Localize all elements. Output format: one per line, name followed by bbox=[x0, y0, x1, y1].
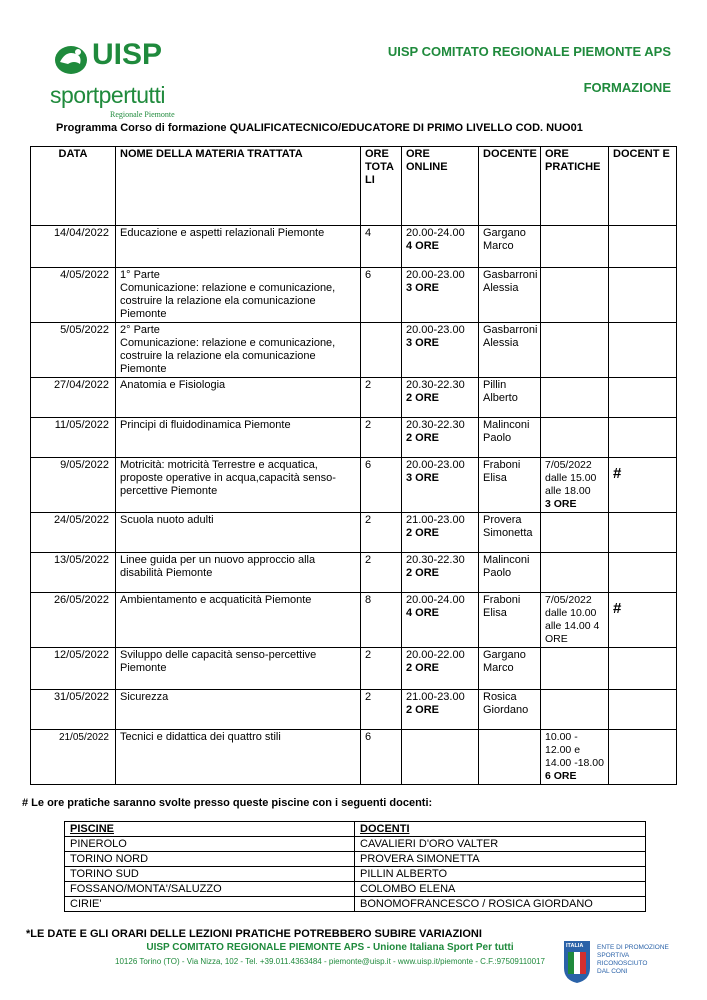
practical-mark bbox=[613, 324, 672, 332]
cell-teacher bbox=[479, 593, 541, 648]
subject-text: Sviluppo delle capacità senso-percettive Piemonte bbox=[120, 649, 317, 674]
cell-online bbox=[402, 648, 479, 690]
cell-subject bbox=[116, 323, 361, 378]
practical-mark bbox=[613, 691, 672, 699]
cell-practical-teacher bbox=[609, 553, 677, 593]
cell-online bbox=[402, 730, 479, 785]
total-hours-text: 6 bbox=[365, 459, 372, 471]
cell-total-hours bbox=[361, 730, 402, 785]
subject-text: 1° Parte Comunicazione: relazione e comunicazione, costruire la relazione ela comunicazione Piemonte bbox=[120, 269, 336, 320]
pools-header-row bbox=[65, 822, 646, 837]
online-time-text: 20.30-22.30 bbox=[406, 554, 465, 566]
cell-teacher bbox=[479, 323, 541, 378]
col-header-total-hours: ORE TOTA LI bbox=[361, 147, 402, 226]
online-time-text: 21.00-23.00 bbox=[406, 514, 465, 526]
logo-region: Regionale Piemonte bbox=[110, 110, 175, 119]
teacher-text: Malinconi Paolo bbox=[483, 419, 530, 444]
cell-practical-teacher bbox=[609, 378, 677, 418]
cell-date bbox=[31, 730, 116, 785]
subject-text: Principi di fluidodinamica Piemonte bbox=[120, 419, 291, 431]
cell-practical-teacher bbox=[609, 458, 677, 513]
online-hours-text: 4 ORE bbox=[406, 240, 440, 252]
online-time-text: 20.00-22.00 bbox=[406, 649, 465, 661]
pools-header-pools: PISCINE bbox=[65, 822, 355, 837]
subject-text: 2° Parte Comunicazione: relazione e comunicazione, costruire la relazione ela comunicazione Piemonte bbox=[120, 324, 336, 375]
practical-mark bbox=[613, 227, 672, 235]
schedule-table bbox=[30, 146, 677, 785]
online-hours-text: 3 ORE bbox=[406, 472, 440, 484]
cell-practical-teacher bbox=[609, 513, 677, 553]
table-row bbox=[31, 690, 677, 730]
cell-practical bbox=[541, 553, 609, 593]
pools-header-teachers: DOCENTI bbox=[355, 822, 646, 837]
cell-teacher bbox=[479, 458, 541, 513]
subject-text: Tecnici e didattica dei quattro stili bbox=[120, 731, 281, 743]
online-hours-text: 2 ORE bbox=[406, 527, 440, 539]
total-hours-text: 8 bbox=[365, 594, 372, 606]
cell-date bbox=[31, 458, 116, 513]
practical-mark bbox=[613, 269, 672, 277]
pools-row bbox=[65, 867, 646, 882]
cell-date bbox=[31, 226, 116, 268]
table-row bbox=[31, 226, 677, 268]
cell-total-hours bbox=[361, 690, 402, 730]
date-text: 12/05/2022 bbox=[53, 649, 109, 661]
col-header-online-hours: ORE ONLINE bbox=[402, 147, 479, 226]
cell-online bbox=[402, 690, 479, 730]
coni-text: ENTE DI PROMOZIONE SPORTIVA RICONOSCIUTO DAL CONI bbox=[597, 944, 669, 975]
cell-practical bbox=[541, 730, 609, 785]
cell-teacher bbox=[479, 226, 541, 268]
pools-row bbox=[65, 852, 646, 867]
cell-subject bbox=[116, 378, 361, 418]
coni-badge bbox=[561, 940, 681, 990]
table-header-row bbox=[31, 147, 677, 226]
cell-teacher bbox=[479, 418, 541, 458]
cell-practical-teacher bbox=[609, 418, 677, 458]
table-row bbox=[31, 378, 677, 418]
pool-name: TORINO NORD bbox=[65, 852, 355, 867]
cell-teacher bbox=[479, 378, 541, 418]
cell-subject bbox=[116, 226, 361, 268]
footer-org: UISP COMITATO REGIONALE PIEMONTE APS - Unione Italiana Sport Per tutti bbox=[146, 942, 514, 953]
cell-subject bbox=[116, 458, 361, 513]
cell-date bbox=[31, 553, 116, 593]
table-row bbox=[31, 730, 677, 785]
pools-row bbox=[65, 882, 646, 897]
online-hours-text: 2 ORE bbox=[406, 567, 440, 579]
pool-teachers: PROVERA SIMONETTA bbox=[355, 852, 646, 867]
teacher-text: Provera Simonetta bbox=[483, 514, 533, 539]
cell-practical-teacher bbox=[609, 593, 677, 648]
cell-date bbox=[31, 323, 116, 378]
pool-teachers: BONOMOFRANCESCO / ROSICA GIORDANO bbox=[355, 897, 646, 912]
cell-date bbox=[31, 648, 116, 690]
cell-online bbox=[402, 553, 479, 593]
online-time-text: 20.30-22.30 bbox=[406, 379, 465, 391]
subject-text: Motricità: motricità Terrestre e acquatica, proposte operative in acqua,capacità senso-percettive Piemonte bbox=[120, 459, 336, 497]
date-text: 11/05/2022 bbox=[54, 419, 109, 431]
practical-mark bbox=[613, 379, 672, 387]
table-row bbox=[31, 593, 677, 648]
cell-total-hours bbox=[361, 593, 402, 648]
subject-text: Educazione e aspetti relazionali Piemonte bbox=[120, 227, 325, 239]
online-hours-text: 2 ORE bbox=[406, 704, 440, 716]
online-time-text: 21.00-23.00 bbox=[406, 691, 465, 703]
practical-note: # Le ore pratiche saranno svolte presso queste piscine con i seguenti docenti: bbox=[22, 797, 433, 809]
section-title: FORMAZIONE bbox=[583, 80, 671, 95]
col-header-practical-teacher: DOCENT E bbox=[609, 147, 677, 226]
cell-practical bbox=[541, 418, 609, 458]
cell-date bbox=[31, 268, 116, 323]
cell-total-hours bbox=[361, 513, 402, 553]
cell-subject bbox=[116, 690, 361, 730]
date-text: 21/05/2022 bbox=[58, 732, 109, 743]
practical-mark bbox=[613, 554, 672, 562]
teacher-text: Gargano Marco bbox=[483, 649, 526, 674]
pool-teachers: CAVALIERI D'ORO VALTER bbox=[355, 837, 646, 852]
date-text: 27/04/2022 bbox=[53, 379, 109, 391]
cell-practical-teacher bbox=[609, 730, 677, 785]
online-time-text: 20.00-23.00 bbox=[406, 269, 465, 281]
cell-subject bbox=[116, 593, 361, 648]
date-text: 24/05/2022 bbox=[53, 514, 109, 526]
total-hours-text: 2 bbox=[365, 419, 372, 431]
cell-total-hours bbox=[361, 323, 402, 378]
cell-subject bbox=[116, 513, 361, 553]
teacher-text: Malinconi Paolo bbox=[483, 554, 530, 579]
pool-name: CIRIE' bbox=[65, 897, 355, 912]
online-hours-text: 2 ORE bbox=[406, 432, 440, 444]
cell-practical bbox=[541, 648, 609, 690]
pools-row bbox=[65, 897, 646, 912]
cell-teacher bbox=[479, 553, 541, 593]
pool-teachers: PILLIN ALBERTO bbox=[355, 867, 646, 882]
uisp-logo bbox=[50, 38, 200, 124]
online-time-text: 20.00-23.00 bbox=[406, 324, 465, 336]
footer-address: 10126 Torino (TO) - Via Nizza, 102 - Tel. +39.011.4363484 - piemonte@uisp.it - www.uisp.it/piemonte - C.F.:97509110017 bbox=[115, 957, 545, 966]
pools-table bbox=[64, 821, 646, 912]
cell-date bbox=[31, 513, 116, 553]
cell-practical bbox=[541, 458, 609, 513]
cell-total-hours bbox=[361, 378, 402, 418]
cell-practical-teacher bbox=[609, 648, 677, 690]
table-row bbox=[31, 323, 677, 378]
cell-total-hours bbox=[361, 648, 402, 690]
practical-mark: # bbox=[613, 465, 622, 482]
cell-online bbox=[402, 268, 479, 323]
col-header-teacher: DOCENTE bbox=[479, 147, 541, 226]
pool-name: FOSSANO/MONTA'/SALUZZO bbox=[65, 882, 355, 897]
col-header-practical-hours: ORE PRATICHE bbox=[541, 147, 609, 226]
logo-slogan: sportpertutti bbox=[50, 82, 165, 108]
practical-mark bbox=[613, 514, 672, 522]
practical-text: 7/05/2022 dalle 10.00 alle 14.00 4 ORE bbox=[545, 594, 600, 645]
practical-hours-text: 6 ORE bbox=[545, 770, 577, 782]
total-hours-text: 4 bbox=[365, 227, 372, 239]
practical-mark bbox=[613, 731, 672, 739]
cell-total-hours bbox=[361, 458, 402, 513]
cell-online bbox=[402, 458, 479, 513]
cell-date bbox=[31, 690, 116, 730]
cell-practical bbox=[541, 323, 609, 378]
teacher-text: Gargano Marco bbox=[483, 227, 526, 252]
cell-date bbox=[31, 378, 116, 418]
cell-practical bbox=[541, 268, 609, 323]
subject-text: Ambientamento e acquaticità Piemonte bbox=[120, 594, 312, 606]
teacher-text: Fraboni Elisa bbox=[483, 594, 521, 619]
cell-practical bbox=[541, 593, 609, 648]
table-row bbox=[31, 268, 677, 323]
cell-practical bbox=[541, 226, 609, 268]
practical-mark: # bbox=[613, 600, 622, 617]
teacher-text: Pillin Alberto bbox=[483, 379, 518, 404]
table-row bbox=[31, 458, 677, 513]
logo-text: UISP bbox=[92, 38, 163, 71]
cell-subject bbox=[116, 648, 361, 690]
cell-total-hours bbox=[361, 553, 402, 593]
online-hours-text: 2 ORE bbox=[406, 392, 440, 404]
teacher-text: Gasbarroni Alessia bbox=[483, 324, 538, 349]
cell-online bbox=[402, 226, 479, 268]
table-row bbox=[31, 648, 677, 690]
total-hours-text: 6 bbox=[365, 731, 372, 743]
program-title: Programma Corso di formazione QUALIFICATECNICO/EDUCATORE DI PRIMO LIVELLO COD. NUO01 bbox=[56, 122, 583, 134]
pools-row bbox=[65, 837, 646, 852]
cell-teacher bbox=[479, 268, 541, 323]
cell-teacher bbox=[479, 730, 541, 785]
cell-total-hours bbox=[361, 226, 402, 268]
online-time-text: 20.30-22.30 bbox=[406, 419, 465, 431]
total-hours-text: 2 bbox=[365, 649, 372, 661]
cell-practical-teacher bbox=[609, 268, 677, 323]
cell-subject bbox=[116, 553, 361, 593]
uisp-emblem-icon bbox=[52, 42, 90, 76]
cell-online bbox=[402, 513, 479, 553]
subject-text: Sicurezza bbox=[120, 691, 169, 703]
cell-practical bbox=[541, 378, 609, 418]
table-row bbox=[31, 553, 677, 593]
practical-mark bbox=[613, 419, 672, 427]
total-hours-text: 2 bbox=[365, 379, 372, 391]
online-time-text: 20.00-24.00 bbox=[406, 227, 465, 239]
date-text: 13/05/2022 bbox=[53, 554, 109, 566]
cell-online bbox=[402, 323, 479, 378]
coni-label: ITALIA bbox=[566, 943, 584, 949]
cell-online bbox=[402, 418, 479, 458]
online-hours-text: 3 ORE bbox=[406, 282, 440, 294]
pool-name: PINEROLO bbox=[65, 837, 355, 852]
date-text: 14/04/2022 bbox=[53, 227, 109, 239]
cell-date bbox=[31, 418, 116, 458]
cell-practical-teacher bbox=[609, 323, 677, 378]
cell-total-hours bbox=[361, 418, 402, 458]
total-hours-text: 2 bbox=[365, 691, 372, 703]
cell-practical bbox=[541, 690, 609, 730]
pool-teachers: COLOMBO ELENA bbox=[355, 882, 646, 897]
practical-text: 7/05/2022 dalle 15.00 alle 18.00 bbox=[545, 459, 597, 497]
date-text: 5/05/2022 bbox=[60, 324, 109, 336]
online-hours-text: 2 ORE bbox=[406, 662, 440, 674]
subject-text: Scuola nuoto adulti bbox=[120, 514, 214, 526]
col-header-date: DATA bbox=[31, 147, 116, 226]
subject-text: Anatomia e Fisiologia bbox=[120, 379, 226, 391]
cell-online bbox=[402, 378, 479, 418]
org-title: UISP COMITATO REGIONALE PIEMONTE APS bbox=[387, 44, 671, 59]
pool-name: TORINO SUD bbox=[65, 867, 355, 882]
cell-practical bbox=[541, 513, 609, 553]
total-hours-text: 2 bbox=[365, 554, 372, 566]
subject-text: Linee guida per un nuovo approccio alla disabilità Piemonte bbox=[120, 554, 316, 579]
date-text: 4/05/2022 bbox=[60, 269, 109, 281]
cell-practical-teacher bbox=[609, 226, 677, 268]
online-time-text: 20.00-24.00 bbox=[406, 594, 465, 606]
online-hours-text: 3 ORE bbox=[406, 337, 440, 349]
date-text: 31/05/2022 bbox=[53, 691, 109, 703]
online-time-text: 20.00-23.00 bbox=[406, 459, 465, 471]
cell-total-hours bbox=[361, 268, 402, 323]
practical-hours-text: 3 ORE bbox=[545, 498, 577, 510]
date-text: 9/05/2022 bbox=[60, 459, 109, 471]
teacher-text: Fraboni Elisa bbox=[483, 459, 521, 484]
total-hours-text: 6 bbox=[365, 269, 372, 281]
col-header-subject: NOME DELLA MATERIA TRATTATA bbox=[116, 147, 361, 226]
practical-text: 10.00 - 12.00 e 14.00 -18.00 bbox=[545, 731, 604, 769]
teacher-text: Gasbarroni Alessia bbox=[483, 269, 538, 294]
cell-online bbox=[402, 593, 479, 648]
cell-subject bbox=[116, 268, 361, 323]
table-row bbox=[31, 418, 677, 458]
table-row bbox=[31, 513, 677, 553]
cell-subject bbox=[116, 418, 361, 458]
date-text: 26/05/2022 bbox=[53, 594, 109, 606]
cell-practical-teacher bbox=[609, 690, 677, 730]
cell-date bbox=[31, 593, 116, 648]
cell-teacher bbox=[479, 513, 541, 553]
practical-mark bbox=[613, 649, 672, 657]
total-hours-text: 2 bbox=[365, 514, 372, 526]
cell-subject bbox=[116, 730, 361, 785]
teacher-text: Rosica Giordano bbox=[483, 691, 529, 716]
footer-warning: *LE DATE E GLI ORARI DELLE LEZIONI PRATICHE POTREBBERO SUBIRE VARIAZIONI bbox=[26, 928, 482, 940]
cell-teacher bbox=[479, 648, 541, 690]
cell-teacher bbox=[479, 690, 541, 730]
online-hours-text: 4 ORE bbox=[406, 607, 440, 619]
